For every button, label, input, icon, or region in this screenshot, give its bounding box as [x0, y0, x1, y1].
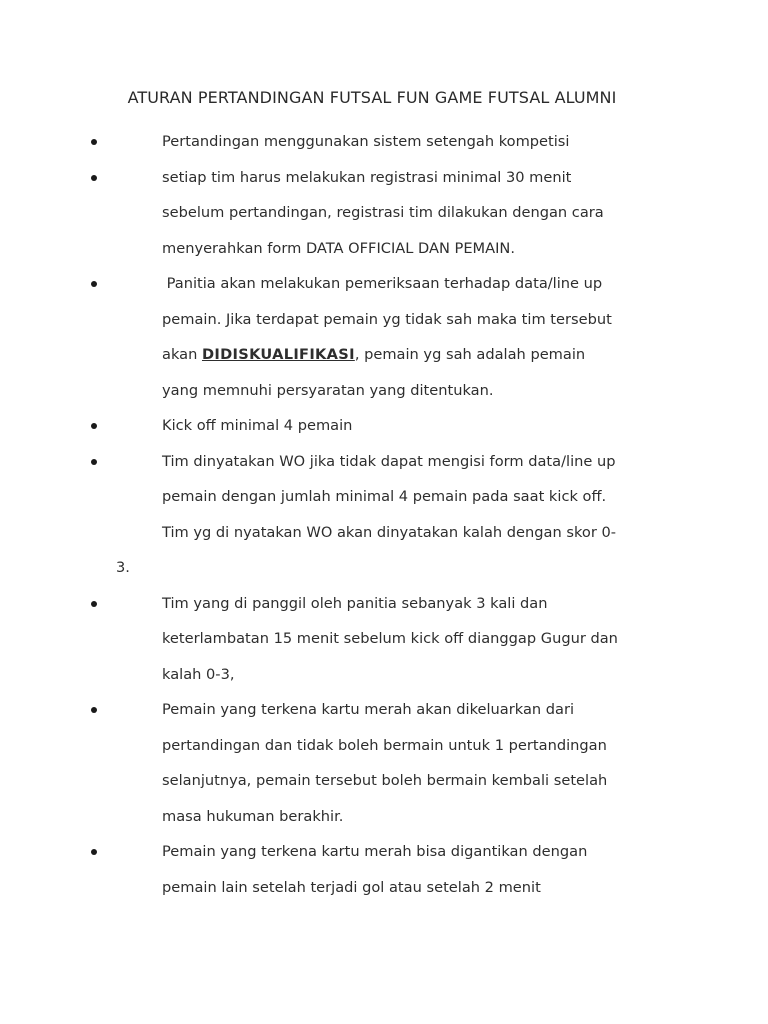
- rule-line: menyerahkan form DATA OFFICIAL DAN PEMAIN.: [162, 239, 515, 257]
- rule-item: [0, 834, 768, 905]
- rule-item: [0, 266, 768, 408]
- rule-line: keterlambatan 15 menit sebelum kick off dianggap Gugur dan: [162, 630, 618, 647]
- rule-line: Tim yang di panggil oleh panitia sebanyak 3 kali dan: [162, 594, 548, 612]
- rule-line: Pemain yang terkena kartu merah akan dikeluarkan dari: [162, 701, 575, 718]
- rule-item: [0, 586, 768, 693]
- rule-line: Tim yg di nyatakan WO akan dinyatakan kalah dengan skor 0-: [162, 523, 617, 541]
- rule-line: Kick off minimal 4 pemain: [162, 417, 353, 434]
- rules-list: [0, 124, 768, 905]
- rule-line: Tim dinyatakan WO jika tidak dapat mengisi form data/line up: [162, 452, 616, 470]
- rule-line: sebelum pertandingan, registrasi tim dilakukan dengan cara: [162, 204, 604, 221]
- rule-item: [0, 160, 768, 267]
- emphasis-after: , pemain yg sah adalah pemain: [354, 346, 586, 363]
- rule-line: Panitia akan melakukan pemeriksaan terhadap data/line up: [162, 275, 603, 292]
- disqualification-emphasis: DIDISKUALIFIKASI: [201, 346, 355, 363]
- rule-line: [162, 337, 585, 373]
- emphasis-before: akan: [162, 346, 202, 363]
- rule-item: [0, 444, 768, 586]
- rule-line: kalah 0-3,: [162, 665, 235, 683]
- rule-line: Pertandingan menggunakan sistem setengah kompetisi: [162, 133, 570, 150]
- rule-line: Pemain yang terkena kartu merah bisa digantikan dengan: [162, 843, 588, 860]
- rule-item: [0, 692, 768, 834]
- rule-line: pemain lain setelah terjadi gol atau setelah 2 menit: [162, 878, 541, 896]
- rule-line: pertandingan dan tidak boleh bermain untuk 1 pertandingan: [162, 736, 607, 754]
- rule-item: [0, 408, 768, 444]
- rule-line: pemain dengan jumlah minimal 4 pemain pada saat kick off.: [162, 488, 607, 505]
- rule-line: selanjutnya, pemain tersebut boleh bermain kembali setelah: [162, 772, 608, 789]
- rule-line: setiap tim harus melakukan registrasi minimal 30 menit: [162, 168, 572, 186]
- rule-line-continuation: 3.: [116, 559, 130, 576]
- rule-line: masa hukuman berakhir.: [162, 807, 344, 825]
- rule-line: yang memnuhi persyaratan yang ditentukan.: [162, 381, 494, 399]
- rule-item: [0, 124, 768, 160]
- document-title: ATURAN PERTANDINGAN FUTSAL FUN GAME FUTSAL ALUMNI: [127, 88, 617, 107]
- rule-line: pemain. Jika terdapat pemain yg tidak sah maka tim tersebut: [162, 310, 612, 328]
